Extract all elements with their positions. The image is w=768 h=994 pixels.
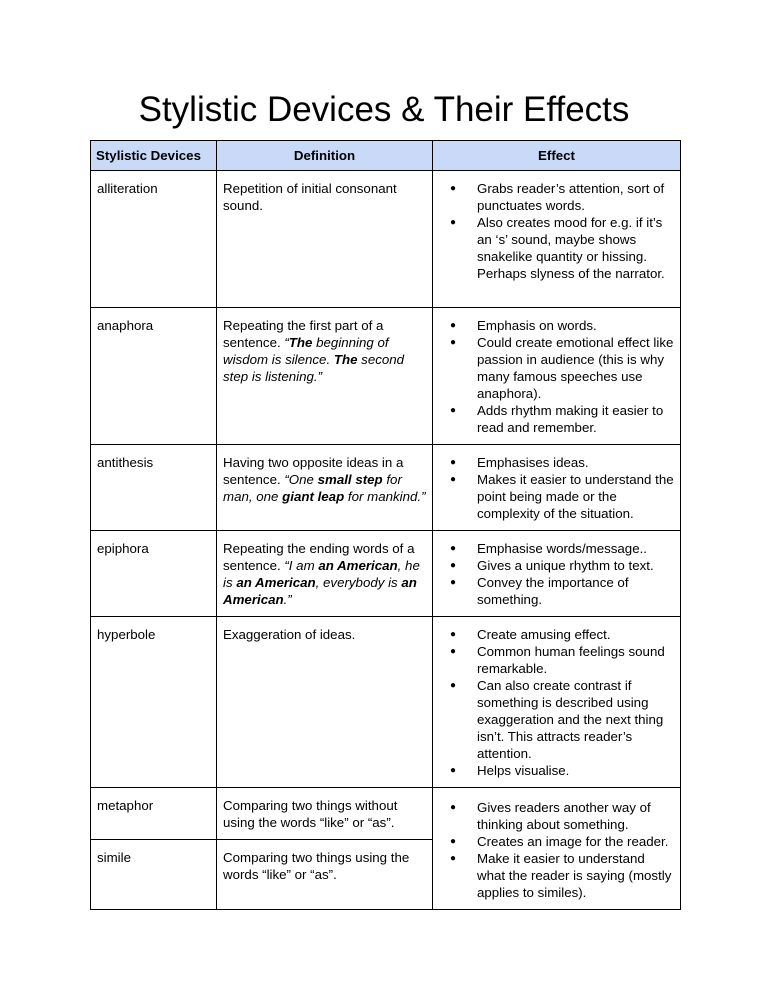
- effect-item: ● Adds rhythm making it easier to read and remember.: [477, 402, 674, 436]
- effect-item: ● Emphasise words/message..: [477, 540, 674, 557]
- effect-item: ● Make it easier to understand what the reader is saying (mostly applies to similes).: [477, 850, 674, 901]
- effect-list: [439, 317, 674, 436]
- effect-item: ● Can also create contrast if something is described using exaggeration and the next thing isn’t. This attracts reader’s attention.: [477, 677, 674, 762]
- device-effects: [433, 308, 681, 445]
- device-effects: [433, 445, 681, 531]
- definition-text: giant leap: [282, 489, 345, 504]
- definition-text: Having two opposite ideas in a sentence.: [223, 455, 404, 487]
- effect-item: ● Emphasis on words.: [477, 317, 674, 334]
- definition-text: for mankind.”: [344, 489, 426, 504]
- device-name: alliteration: [91, 171, 217, 308]
- table-row: [91, 445, 681, 531]
- definition-text: “I am: [284, 558, 319, 573]
- header-row: [91, 141, 681, 171]
- definition-text: Comparing two things using the words “like” or “as”.: [223, 850, 410, 882]
- device-definition: [217, 617, 433, 788]
- effect-list: [439, 626, 674, 779]
- definition-text: .”: [283, 592, 292, 607]
- definition-text: “One: [284, 472, 318, 487]
- definition-text: The: [288, 335, 313, 350]
- effect-item: ● Common human feelings sound remarkable.: [477, 643, 674, 677]
- definition-text: Repeating the first part of a sentence.: [223, 318, 384, 350]
- definition-text: Exaggeration of ideas.: [223, 627, 356, 642]
- device-name: antithesis: [91, 445, 217, 531]
- effect-item: ● Could create emotional effect like passion in audience (this is why many famous speeches use anaphora).: [477, 334, 674, 402]
- device-name: metaphor: [91, 788, 217, 840]
- definition-text: Repetition of initial consonant sound.: [223, 181, 397, 213]
- stylistic-devices-table: [90, 140, 681, 910]
- definition-text: The: [333, 352, 358, 367]
- effect-item: ● Makes it easier to understand the point being made or the complexity of the situation.: [477, 471, 674, 522]
- definition-text: an American: [318, 558, 398, 573]
- device-name: epiphora: [91, 531, 217, 617]
- table-row: [91, 171, 681, 308]
- table-row: [91, 617, 681, 788]
- effect-list: [439, 180, 674, 282]
- effect-list: [439, 799, 674, 901]
- device-definition: [217, 788, 433, 840]
- device-name: hyperbole: [91, 617, 217, 788]
- effect-item: ● Create amusing effect.: [477, 626, 674, 643]
- device-definition: [217, 531, 433, 617]
- definition-text: Comparing two things without using the words “like” or “as”.: [223, 798, 398, 830]
- table-row: [91, 788, 681, 840]
- device-name: anaphora: [91, 308, 217, 445]
- definition-text: an American: [236, 575, 316, 590]
- definition-text: small step: [317, 472, 383, 487]
- device-effects: [433, 617, 681, 788]
- effect-list: [439, 454, 674, 522]
- definition-text: for man, one: [223, 472, 402, 504]
- device-definition: [217, 308, 433, 445]
- effect-item: ● Creates an image for the reader.: [477, 833, 674, 850]
- effect-list: [439, 540, 674, 608]
- header-stylistic-devices: Stylistic Devices: [91, 141, 217, 171]
- header-definition: Definition: [217, 141, 433, 171]
- effect-item: ● Gives readers another way of thinking about something.: [477, 799, 674, 833]
- device-effects: [433, 171, 681, 308]
- definition-text: Repeating the ending words of a sentence.: [223, 541, 415, 573]
- device-definition: [217, 171, 433, 308]
- effect-item: ● Convey the importance of something.: [477, 574, 674, 608]
- header-effect: Effect: [433, 141, 681, 171]
- effect-item: ● Gives a unique rhythm to text.: [477, 557, 674, 574]
- page-title: Stylistic Devices & Their Effects: [138, 90, 630, 129]
- device-effects: [433, 531, 681, 617]
- device-effects: [433, 788, 681, 910]
- definition-text: an American: [223, 575, 417, 607]
- device-name: simile: [91, 840, 217, 910]
- definition-text: “: [284, 335, 289, 350]
- effect-item: ● Helps visualise.: [477, 762, 674, 779]
- device-definition: [217, 445, 433, 531]
- table-row: [91, 308, 681, 445]
- effect-item: ● Also creates mood for e.g. if it’s an ‘s’ sound, maybe shows snakelike quantity or hissing. Perhaps slyness of the narrator.: [477, 214, 674, 282]
- effect-item: ● Emphasises ideas.: [477, 454, 674, 471]
- definition-text: , everybody is: [315, 575, 402, 590]
- table-row: [91, 531, 681, 617]
- definition-text: , he is: [223, 558, 420, 590]
- definition-text: second step is listening.”: [223, 352, 405, 384]
- device-definition: [217, 840, 433, 910]
- effect-item: ● Grabs reader’s attention, sort of punctuates words.: [477, 180, 674, 214]
- definition-text: beginning of wisdom is silence.: [223, 335, 389, 367]
